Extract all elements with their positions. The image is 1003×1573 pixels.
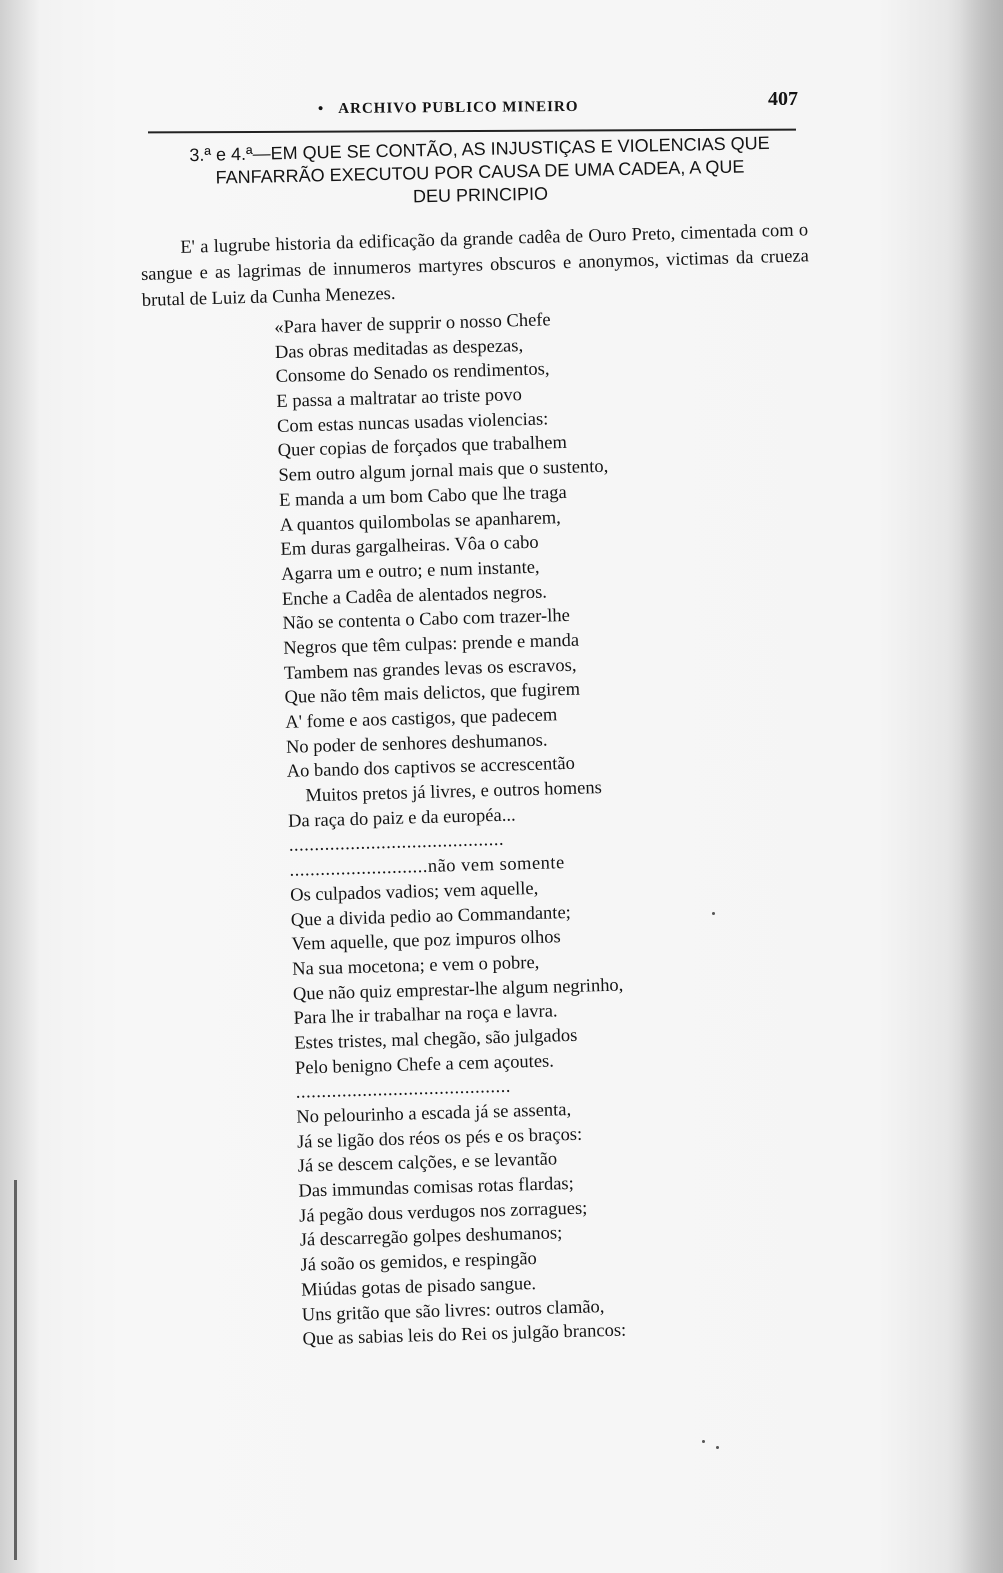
poem-line: Das obras meditadas as despezas,: [274, 335, 524, 363]
poem-line: Pelo benigno Chefe a cem açoutes.: [294, 1051, 555, 1079]
chapter-heading-line: DEU PRINCIPIO: [412, 183, 549, 207]
poem-line: Muitos pretos já livres, e outros homens: [305, 778, 603, 807]
poem-line: Estes tristes, mal chegão, são julgados: [294, 1025, 578, 1054]
poem-line: A quantos quilombolas se apanharem,: [279, 507, 562, 536]
poem-line: «Para haver de supprir o nosso Chefe: [274, 310, 551, 338]
intro-paragraph: [140, 217, 810, 314]
poem-line: Consome do Senado os rendimentos,: [275, 359, 550, 388]
poem-line: E passa a maltratar ao triste povo: [276, 385, 523, 413]
poem-line: Agarra um e outro; e num instante,: [280, 557, 540, 585]
poem-line: Miúdas gotas de pisado sangue.: [300, 1273, 537, 1301]
poem-line: Negros que têm culpas: prende e manda: [283, 630, 580, 659]
poem-line: Que não quiz emprestar-lhe algum negrinho,: [292, 975, 624, 1005]
poem-line: Que a divida pedio ao Commandante;: [290, 902, 572, 931]
poem-line: Ao bando dos captivos se accrescentão: [286, 754, 576, 783]
poem-line: Já pegão dous verdugos nos zorragues;: [298, 1198, 588, 1227]
poem-line: Uns gritão que são livres: outros clamão,: [301, 1296, 605, 1326]
chapter-heading-line: 3.ª e 4.ª—EM QUE SE CONTÃO, AS INJUSTIÇAS E VIOLENCIAS QUE: [189, 132, 770, 166]
poem-line: Já se descem calções, e se levantão: [297, 1149, 558, 1178]
poem-line: Que as sabias leis do Rei os julgão brancos:: [302, 1320, 627, 1350]
poem-line: ...........................não vem somente: [289, 853, 566, 881]
poem-block: [274, 303, 773, 1353]
poem-line: Para lhe ir trabalhar na roça e lavra.: [293, 1001, 558, 1029]
page-edge-shadow: [14, 1180, 17, 1560]
poem-line: Sem outro algum jornal mais que o sustento,: [278, 456, 609, 487]
poem-line: Quer copias de forçados que trabalhem: [277, 433, 568, 462]
print-speck: [702, 1440, 705, 1443]
poem-line: Da raça do paiz e da européa...: [287, 805, 516, 832]
poem-line: Que não têm mais delictos, que fugirem: [284, 679, 581, 709]
running-header: • ARCHIVO PUBLICO MINEIRO: [317, 98, 579, 118]
poem-line: Já soão os gemidos, e respingão: [300, 1249, 538, 1276]
poem-line: Os culpados vadios; vem aquelle,: [289, 878, 539, 906]
poem-line: Vem aquelle, que poz impuros olhos: [291, 927, 561, 955]
page-gutter-shadow: [948, 0, 1003, 1573]
poem-line: Tambem nas grandes levas os escravos,: [283, 655, 577, 684]
intro-text: E' a lugrube historia da edificação da grande cadêa de Ouro Preto, cimentada com o sangue e as lagrimas de innumeros martyres obscuros e anonymos, victimas da crueza brutal de Luiz da Cunha Menezes.: [140, 220, 810, 311]
poem-line: Enche a Cadêa de alentados negros.: [281, 582, 548, 610]
poem-line: Na sua mocetona; e vem o pobre,: [291, 952, 540, 980]
poem-line: Já se ligão dos réos os pés e os braços:: [296, 1124, 583, 1153]
print-speck: [712, 912, 715, 915]
poem-line: Em duras gargalheiras. Vôa o cabo: [280, 532, 539, 561]
poem-line: A' fome e aos castigos, que padecem: [285, 705, 558, 733]
print-speck: [716, 1446, 719, 1449]
poem-line: No poder de senhores deshumanos.: [285, 730, 548, 758]
chapter-heading: [139, 131, 820, 214]
chapter-heading-line: FANFARRÃO EXECUTOU POR CAUSA DE UMA CADEA, A QUE: [215, 156, 745, 188]
poem-line: ..........................................: [288, 830, 505, 857]
poem-line: E manda a um bom Cabo que lhe traga: [278, 482, 568, 511]
page-number: 407: [768, 88, 798, 110]
poem-line: Já descarregão golpes deshumanos;: [299, 1223, 563, 1252]
poem-line: Com estas nuncas usadas violencias:: [276, 409, 549, 437]
poem-line: Das immundas comisas rotas flardas;: [298, 1174, 575, 1202]
poem-line: Não se contenta o Cabo com trazer-lhe: [282, 606, 571, 635]
poem-line: No pelourinho a escada já se assenta,: [296, 1100, 572, 1128]
running-header-title: ARCHIVO PUBLICO MINEIRO: [338, 98, 579, 117]
poem-line: ..........................................: [295, 1077, 512, 1104]
